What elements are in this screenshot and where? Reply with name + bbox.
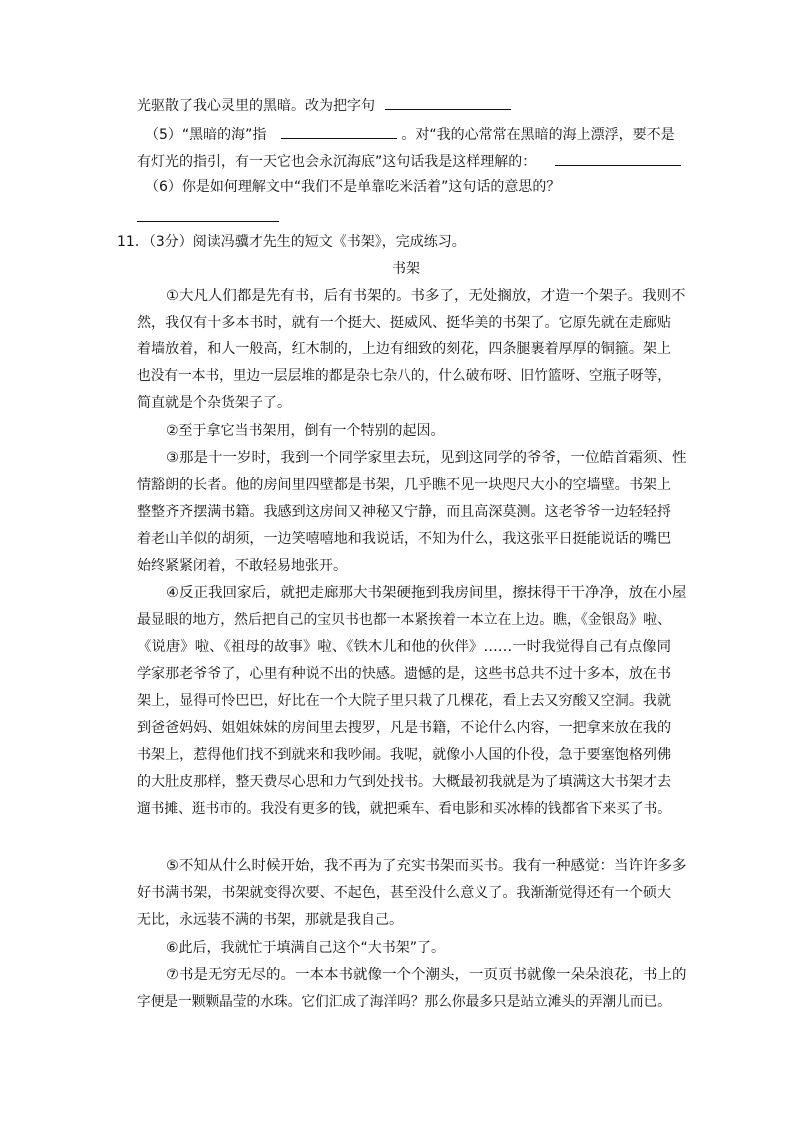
answer-blank[interactable] — [555, 151, 681, 166]
q10-sub5-line2 — [137, 151, 681, 172]
passage-line: 始终紧紧闭着，不敢轻易地张开。 — [137, 558, 347, 574]
passage-line: 字便是一颗颗晶莹的水珠。它们汇成了海洋吗？那么你最多只是站立滩头的弄潮儿而已。 — [137, 994, 671, 1010]
passage-line: 情豁朗的长者。他的房间里四壁都是书架，几乎瞧不见一块咫尺大小的空墙壁。书架上 — [137, 477, 671, 493]
passage-line: ②至于拿它当书架用，倒有一个特别的起因。 — [166, 423, 445, 439]
passage-line: 的大肚皮那样，整天费尽心思和力气到处找书。大概最初我就是为了填满这大书架才去 — [137, 774, 671, 790]
q11-stem: 11．（3分）阅读冯骥才先生的短文《书架》，完成练习。 — [117, 234, 466, 250]
passage-line: 到爸爸妈妈、姐姐妹妹的房间里去搜罗，凡是书籍，不论什么内容，一把拿来放在我的 — [137, 720, 671, 736]
passage-line: ③那是十一岁时，我到一个同学家里去玩，见到这同学的爷爷，一位皓首霜须、性 — [166, 450, 687, 466]
passage-line: 也没有一本书，里边一层层堆的都是杂七杂八的，什么破布呀、旧竹篮呀、空瓶子呀等， — [137, 368, 671, 384]
passage-line: ⑤不知从什么时候开始，我不再为了充实书架而买书。我有一种感觉：当许许多多 — [166, 858, 687, 874]
passage-line: ④反正我回家后，就把走廊那大书架硬拖到我房间里，擦抹得干干净净，放在小屋 — [166, 585, 687, 601]
passage-line: 架上，显得可怜巴巴，好比在一个大院子里只栽了几棵花，看上去又穷酸又空洞。我就 — [137, 693, 671, 709]
passage-line: 学家那老爷爷了，心里有种说不出的快感。遗憾的是，这些书总共不过十多本，放在书 — [137, 666, 671, 682]
q10-line-rewrite-text: 光驱散了我心灵里的黑暗。改为把字句 — [137, 98, 375, 114]
q10-sub6: （6）你是如何理解文中“我们不是单靠吃米活着”这句话的意思的？ — [145, 179, 561, 195]
passage-line: ①大凡人们都是先有书，后有书架的。书多了，无处搁放，才造一个架子。我则不 — [166, 288, 686, 304]
passage-line: 《说唐》啦、《祖母的故事》啦、《铁木儿和他的伙伴》……一时我觉得自己有点像同 — [137, 639, 671, 655]
passage-line: 遛书摊、逛书市的。我没有更多的钱，就把乘车、看电影和买冰棒的钱都省下来买了书。 — [137, 801, 671, 817]
answer-blank[interactable] — [385, 95, 511, 110]
passage-line: 整整齐齐摆满书籍。我感到这房间又神秘又宁静，而且高深莫测。这老爷爷一边轻轻捋 — [137, 504, 671, 520]
passage-line: 书架上，惹得他们找不到就来和我吵闹。我呢，就像小人国的仆役，急于要塞饱格列佛 — [137, 747, 671, 763]
passage-line: ⑥此后，我就忙于填满自己这个“大书架”了。 — [166, 940, 446, 956]
passage-line: 然，我仅有十多本书时，就有一个挺大、挺威风、挺华美的书架了。它原先就在走廊贴 — [137, 315, 671, 331]
q10-sub5-continuation: 。对“我的心常常在黑暗的海上漂浮，要不是 — [401, 127, 675, 143]
q10-sub5-line1 — [145, 124, 675, 145]
answer-blank[interactable] — [281, 124, 397, 139]
q10-sub5-prompt: （5）“黑暗的海”指 — [145, 127, 267, 143]
passage-line: 简直就是个杂货架子了。 — [137, 395, 291, 411]
passage-line: 最显眼的地方，然后把自己的宝贝书也都一本紧挨着一本立在上边。瞧，《金银岛》啦、 — [137, 612, 671, 628]
passage-line: ⑦书是无穷无尽的。一本本书就像一个个潮头，一页页书就像一朵朵浪花，书上的 — [166, 967, 687, 983]
answer-blank[interactable] — [137, 221, 279, 222]
passage-title: 书架 — [392, 261, 420, 277]
q10-line-rewrite — [137, 95, 511, 116]
passage-line: 着老山羊似的胡须，一边笑嘻嘻地和我说话，不知为什么，我这张平日挺能说话的嘴巴 — [137, 531, 671, 547]
passage-line: 好书满书架，书架就变得次要、不起色，甚至没什么意义了。我渐渐觉得还有一个硕大 — [137, 885, 671, 901]
q10-sub5-prompt-tail: 有灯光的指引，有一天它也会永沉海底”这句话我是这样理解的： — [137, 154, 537, 170]
passage-line: 着墙放着，和人一般高，红木制的，上边有细致的刻花，四条腿裹着厚厚的铜箍。架上 — [137, 341, 671, 357]
passage-line: 无比，永远装不满的书架，那就是我自己。 — [137, 912, 403, 928]
